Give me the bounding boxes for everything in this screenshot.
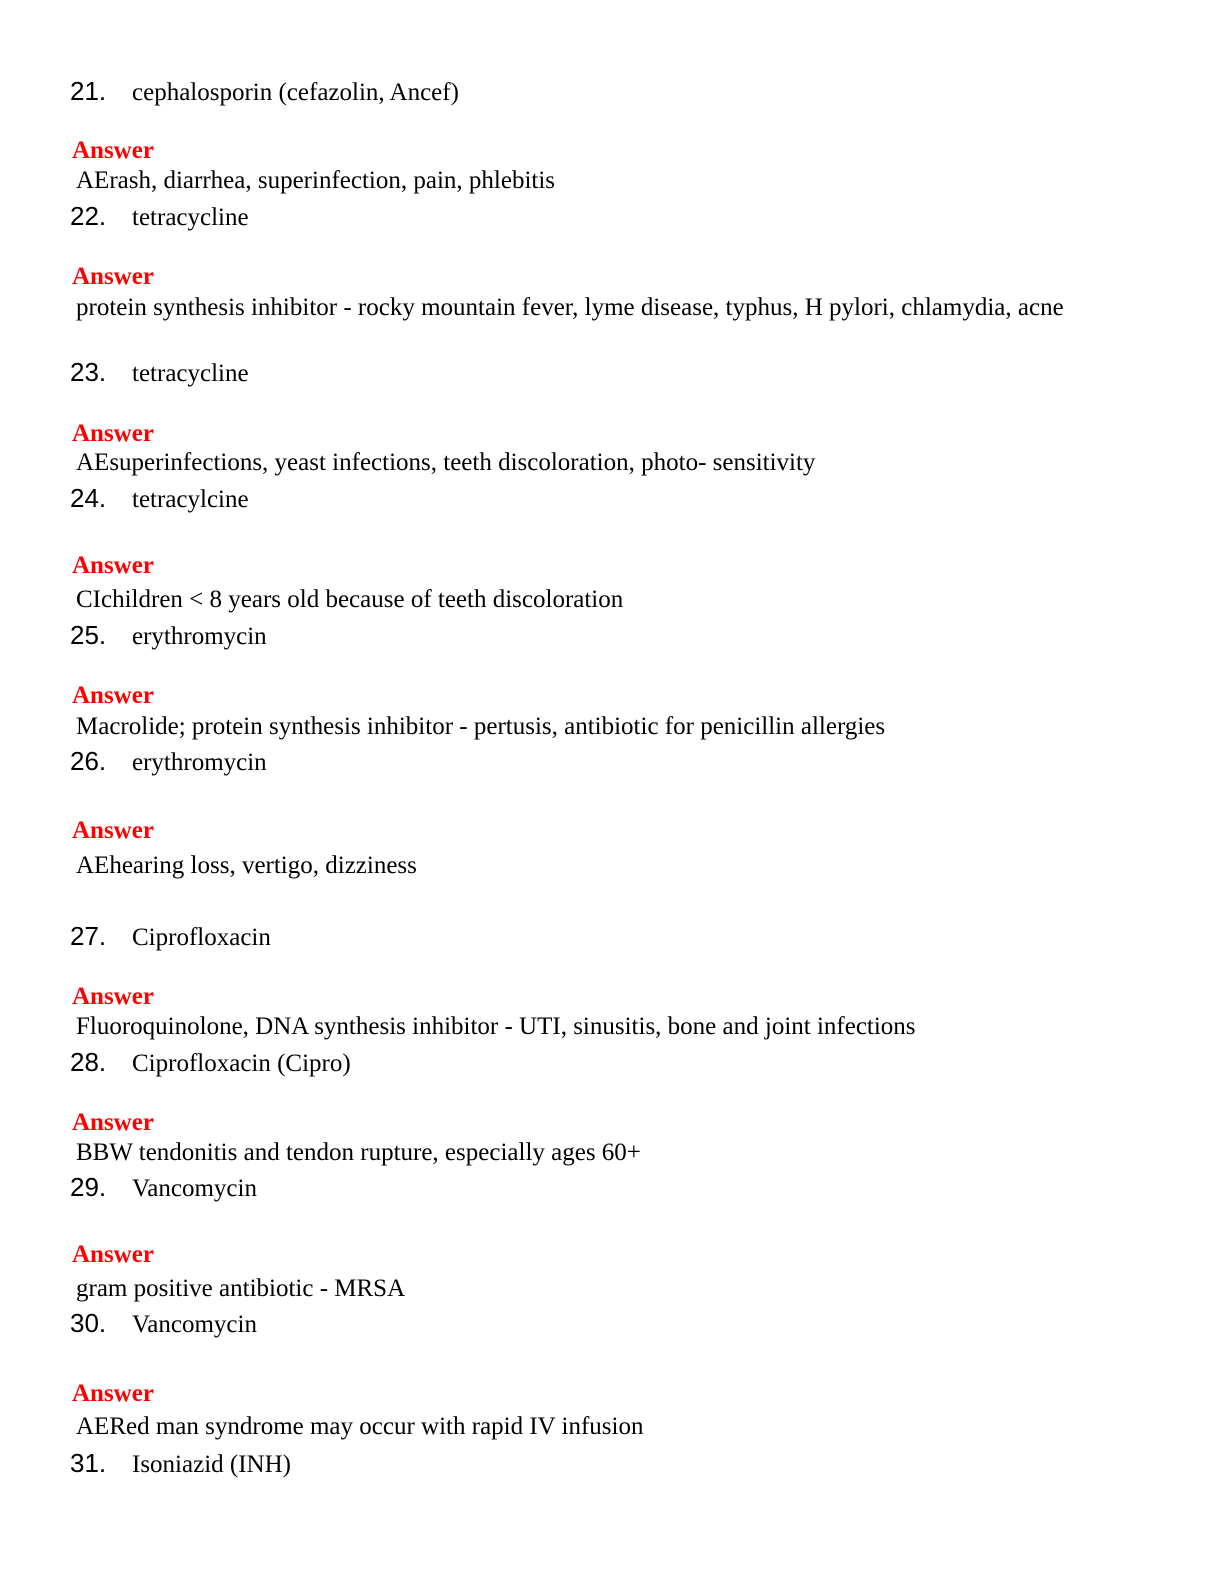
question-29 [70,1172,257,1202]
question-number: 25. [70,620,107,650]
question-26 [70,746,267,776]
question-number: 26. [70,746,107,776]
answer-label: Answer [72,1380,154,1407]
question-term: tetracycline [132,204,249,231]
question-25 [70,620,267,650]
answer-text: CIchildren < 8 years old because of teeth discoloration [76,586,624,613]
question-31 [70,1448,291,1478]
question-30 [70,1308,257,1338]
question-term: tetracylcine [132,486,249,513]
question-term: Vancomycin [132,1311,257,1338]
answer-text: AEhearing loss, vertigo, dizziness [76,852,417,879]
answer-label: Answer [72,1109,154,1136]
question-term: Ciprofloxacin (Cipro) [132,1050,351,1077]
question-24 [70,483,249,513]
question-number: 24. [70,483,107,513]
question-term: erythromycin [132,623,267,650]
question-number: 29. [70,1172,107,1202]
answer-text: Macrolide; protein synthesis inhibitor - pertusis, antibiotic for penicillin allergies [76,713,886,740]
answer-text: BBW tendonitis and tendon rupture, especially ages 60+ [76,1139,641,1166]
question-term: tetracycline [132,360,249,387]
question-number: 27. [70,921,107,951]
question-number: 30. [70,1308,107,1338]
answer-label: Answer [72,420,154,447]
answer-label: Answer [72,263,154,290]
answer-label: Answer [72,983,154,1010]
answer-label: Answer [72,817,154,844]
question-number: 28. [70,1047,107,1077]
answer-label: Answer [72,137,154,164]
question-number: 22. [70,201,107,231]
answer-text: gram positive antibiotic - MRSA [76,1275,406,1302]
question-term: Ciprofloxacin [132,924,271,951]
answer-text: AEsuperinfections, yeast infections, teeth discoloration, photo- sensitivity [76,449,816,476]
question-term: Vancomycin [132,1175,257,1202]
question-23 [70,357,249,387]
question-22 [70,201,249,231]
question-number: 23. [70,357,107,387]
question-term: erythromycin [132,749,267,776]
answer-label: Answer [72,1241,154,1268]
answer-text: AERed man syndrome may occur with rapid IV infusion [76,1413,644,1440]
question-term: Isoniazid (INH) [132,1451,291,1478]
question-28 [70,1047,351,1077]
question-27 [70,921,271,951]
question-term: cephalosporin (cefazolin, Ancef) [132,79,459,106]
answer-label: Answer [72,552,154,579]
answer-text: AErash, diarrhea, superinfection, pain, phlebitis [76,167,556,194]
question-number: 31. [70,1448,107,1478]
answer-text: Fluoroquinolone, DNA synthesis inhibitor - UTI, sinusitis, bone and joint infections [76,1013,916,1040]
question-21 [70,76,459,106]
answer-text: protein synthesis inhibitor - rocky mountain fever, lyme disease, typhus, H pylori, chlamydia, acne [76,294,1064,321]
answer-label: Answer [72,682,154,709]
question-number: 21. [70,76,107,106]
